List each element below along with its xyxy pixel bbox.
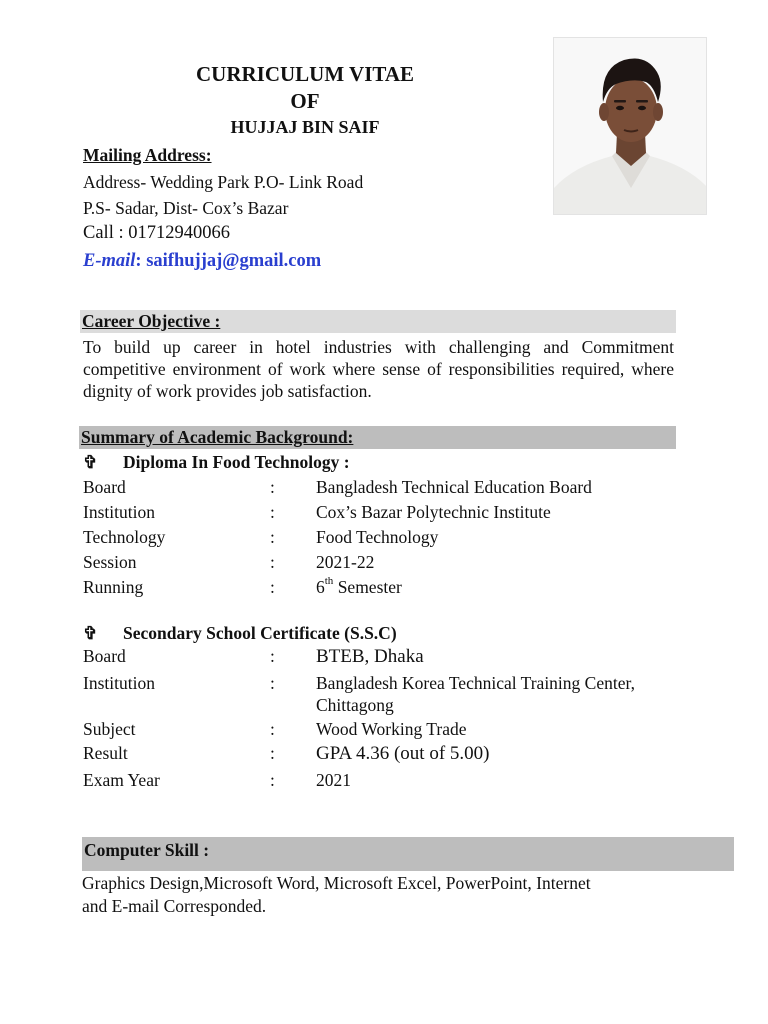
address-line-2: P.S- Sadar, Dist- Cox’s Bazar: [83, 198, 289, 218]
row-label: Board: [83, 477, 126, 497]
row-colon: :: [270, 527, 275, 547]
cv-name: HUJJAJ BIN SAIF: [230, 117, 380, 137]
diploma-row-board: [83, 477, 683, 500]
ssc-row-institution: [83, 673, 683, 719]
computer-skill-text: [82, 872, 672, 918]
row-value: Bangladesh Korea Technical Training Center,: [316, 673, 635, 693]
row-colon: :: [270, 770, 275, 790]
row-label: Result: [83, 743, 128, 763]
profile-photo-image: [554, 38, 707, 215]
row-colon: :: [270, 552, 275, 572]
row-value-continued: Chittagong: [316, 695, 394, 715]
skills-line-1: Graphics Design,Microsoft Word, Microsoft Excel, PowerPoint, Internet: [82, 873, 591, 893]
diploma-title: Diploma In Food Technology :: [123, 452, 350, 472]
row-value: Food Technology: [316, 527, 439, 547]
row-colon: :: [270, 673, 275, 693]
cross-bullet-icon: ✞: [83, 452, 98, 472]
diploma-heading: [83, 452, 350, 473]
ssc-row-board: [83, 646, 683, 669]
email-label: E-mail: [83, 251, 136, 271]
row-colon: :: [270, 502, 275, 522]
diploma-row-technology: [83, 527, 683, 550]
row-colon: :: [270, 577, 275, 597]
row-value: GPA 4.36 (out of 5.00): [316, 743, 490, 764]
row-label: Technology: [83, 527, 166, 547]
row-label: Subject: [83, 719, 136, 739]
computer-skill-heading: Computer Skill :: [82, 837, 734, 871]
semester-number: 6: [316, 577, 325, 597]
row-value: [316, 577, 402, 598]
cross-bullet-icon: ✞: [83, 623, 98, 643]
diploma-row-session: [83, 552, 683, 575]
row-value: 2021-22: [316, 552, 375, 572]
row-value: 2021: [316, 770, 351, 790]
row-colon: :: [270, 719, 275, 739]
row-value: Wood Working Trade: [316, 719, 467, 739]
diploma-row-institution: [83, 502, 683, 525]
row-label: Institution: [83, 673, 155, 693]
ssc-row-exam-year: [83, 770, 683, 793]
career-objective-text: To build up career in hotel industries with challenging and Commitment competitive environment of work where sense of responsibilities required, where dignity of work provides job satisfaction.: [83, 337, 674, 401]
ssc-row-subject: [83, 719, 683, 742]
row-label: Exam Year: [83, 770, 160, 790]
row-value: Bangladesh Technical Education Board: [316, 477, 592, 497]
profile-photo: [553, 37, 707, 215]
academic-heading: Summary of Academic Background:: [79, 426, 676, 449]
diploma-row-running: [83, 577, 683, 600]
row-label: Board: [83, 646, 126, 666]
row-value: Cox’s Bazar Polytechnic Institute: [316, 502, 551, 522]
ssc-row-result: [83, 743, 683, 766]
row-colon: :: [270, 743, 275, 763]
ssc-title: Secondary School Certificate (S.S.C): [123, 623, 397, 643]
cv-title: CURRICULUM VITAE: [196, 62, 414, 86]
row-label: Session: [83, 552, 137, 572]
row-colon: :: [270, 646, 275, 666]
address-line-1: Address- Wedding Park P.O- Link Road: [83, 172, 364, 192]
ssc-heading: [83, 623, 397, 644]
semester-text: Semester: [333, 577, 402, 597]
cv-title-of: OF: [290, 89, 320, 113]
row-label: Institution: [83, 502, 155, 522]
row-value: BTEB, Dhaka: [316, 646, 424, 667]
mailing-heading: Mailing Address:: [83, 145, 212, 165]
email-link[interactable]: : saifhujjaj@gmail.com: [135, 251, 322, 271]
phone-number: Call : 01712940066: [83, 223, 230, 243]
semester-suffix: th: [324, 575, 334, 587]
skills-line-2: and E-mail Corresponded.: [82, 896, 267, 916]
email-row: [83, 251, 321, 272]
row-label: Running: [83, 577, 144, 597]
career-objective-heading: Career Objective :: [80, 310, 676, 333]
row-colon: :: [270, 477, 275, 497]
